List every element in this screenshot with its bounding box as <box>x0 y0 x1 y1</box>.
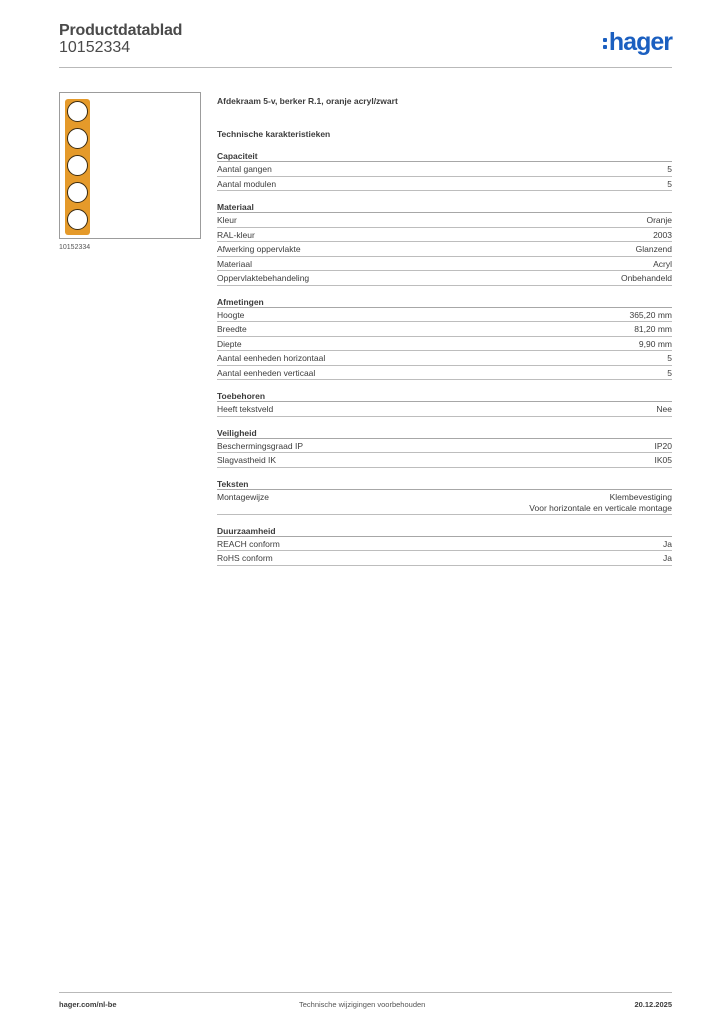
spec-value <box>667 179 672 191</box>
spec-value-line: 5 <box>667 353 672 363</box>
section-title: Duurzaamheid <box>217 526 672 537</box>
product-image <box>59 92 201 239</box>
hager-logo <box>603 28 672 56</box>
footer-date: 20.12.2025 <box>634 1000 672 1009</box>
spec-value-line: 2003 <box>653 229 672 240</box>
spec-value <box>656 404 672 416</box>
spec-content <box>217 96 672 577</box>
frame-opening <box>67 155 88 176</box>
spec-value-line: Oranje <box>646 215 672 225</box>
footer-url[interactable]: hager.com/nl-be <box>59 1000 117 1009</box>
spec-value <box>653 259 672 271</box>
spec-value-line: Nee <box>656 404 672 414</box>
footer-note: Technische wijzigingen voorbehouden <box>299 1000 426 1009</box>
spec-row <box>217 453 672 468</box>
spec-label: Aantal gangen <box>217 164 272 174</box>
spec-label: Heeft tekstveld <box>217 404 274 414</box>
spec-row <box>217 308 672 323</box>
spec-row <box>217 537 672 552</box>
frame-opening <box>67 101 88 122</box>
section-title: Veiligheid <box>217 428 672 439</box>
frame-opening <box>67 128 88 149</box>
spec-row <box>217 162 672 177</box>
spec-label: Oppervlaktebehandeling <box>217 273 310 283</box>
spec-value <box>667 368 672 380</box>
image-caption: 10152334 <box>59 244 91 251</box>
spec-value <box>663 539 672 551</box>
spec-row <box>217 322 672 337</box>
spec-value-line: Ja <box>663 538 672 549</box>
spec-section <box>217 202 672 286</box>
spec-label: Aantal modulen <box>217 178 277 189</box>
spec-value-line: 5 <box>667 178 672 189</box>
spec-value-line: 5 <box>667 164 672 174</box>
spec-value <box>634 324 672 336</box>
spec-label: Diepte <box>217 338 242 349</box>
spec-label: Beschermingsgraad IP <box>217 440 303 451</box>
spec-label: Montagewijze <box>217 491 269 502</box>
spec-row <box>217 439 672 454</box>
document-title: Productdatablad <box>59 22 183 39</box>
spec-label: Materiaal <box>217 258 252 269</box>
spec-label: Aantal eenheden horizontaal <box>217 353 326 363</box>
spec-value-line: Ja <box>663 553 672 564</box>
spec-value-line: Klembevestiging <box>609 491 672 502</box>
spec-row <box>217 351 672 366</box>
section-title: Teksten <box>217 479 672 490</box>
spec-value <box>639 339 672 351</box>
product-description: Afdekraam 5-v, berker R.1, oranje acryl/zwart <box>217 96 398 106</box>
spec-label: Hoogte <box>217 309 245 320</box>
spec-label: REACH conform <box>217 538 280 549</box>
spec-value <box>655 455 673 467</box>
spec-value <box>653 230 672 242</box>
spec-row <box>217 242 672 257</box>
spec-value <box>655 441 673 453</box>
spec-value <box>621 273 672 285</box>
spec-section <box>217 526 672 566</box>
spec-sections <box>217 151 672 566</box>
spec-value-line: 5 <box>667 367 672 378</box>
spec-section <box>217 297 672 381</box>
spec-value <box>529 492 672 514</box>
page-footer <box>59 992 672 1012</box>
section-title: Capaciteit <box>217 151 672 162</box>
spec-row <box>217 257 672 272</box>
spec-value <box>636 244 672 256</box>
spec-row <box>217 490 672 515</box>
spec-row <box>217 213 672 228</box>
section-title: Afmetingen <box>217 297 672 308</box>
spec-value-line: IP20 <box>654 440 672 451</box>
tech-characteristics-title: Technische karakteristieken <box>217 129 331 139</box>
spec-row <box>217 271 672 286</box>
spec-value-line: 9,90 mm <box>638 338 672 349</box>
spec-value-line: Onbehandeld <box>620 273 672 283</box>
section-title: Toebehoren <box>217 391 672 402</box>
spec-row <box>217 366 672 381</box>
spec-value-line: 81,20 mm <box>634 324 672 334</box>
spec-row <box>217 177 672 192</box>
spec-value <box>667 353 672 365</box>
spec-section <box>217 479 672 515</box>
spec-section <box>217 151 672 191</box>
spec-value <box>663 553 672 565</box>
spec-row <box>217 551 672 566</box>
spec-row <box>217 402 672 417</box>
spec-value <box>646 215 672 227</box>
page-header <box>59 22 672 68</box>
spec-value-line: Voor horizontale en verticale montage <box>529 502 672 513</box>
spec-value-line: Glanzend <box>635 244 672 254</box>
spec-value-line: IK05 <box>654 455 672 465</box>
frame-opening <box>67 182 88 203</box>
spec-value <box>629 310 672 322</box>
spec-label: Afwerking oppervlakte <box>217 244 301 254</box>
spec-value-line: Acryl <box>653 258 672 269</box>
spec-label: Breedte <box>217 324 247 334</box>
section-title: Materiaal <box>217 202 672 213</box>
frame-opening <box>67 209 88 230</box>
logo-text: hager <box>608 27 672 56</box>
logo-dots-icon <box>603 38 607 49</box>
spec-section <box>217 428 672 468</box>
spec-value <box>667 164 672 176</box>
spec-value-line: 365,20 mm <box>629 309 672 320</box>
cover-frame-picture <box>65 99 90 235</box>
spec-row <box>217 228 672 243</box>
spec-label: RAL-kleur <box>217 229 255 240</box>
spec-section <box>217 391 672 417</box>
spec-label: RoHS conform <box>217 553 273 564</box>
document-number: 10152334 <box>59 39 131 56</box>
spec-label: Aantal eenheden verticaal <box>217 367 316 378</box>
spec-label: Slagvastheid IK <box>217 455 277 465</box>
spec-label: Kleur <box>217 215 237 225</box>
spec-row <box>217 337 672 352</box>
